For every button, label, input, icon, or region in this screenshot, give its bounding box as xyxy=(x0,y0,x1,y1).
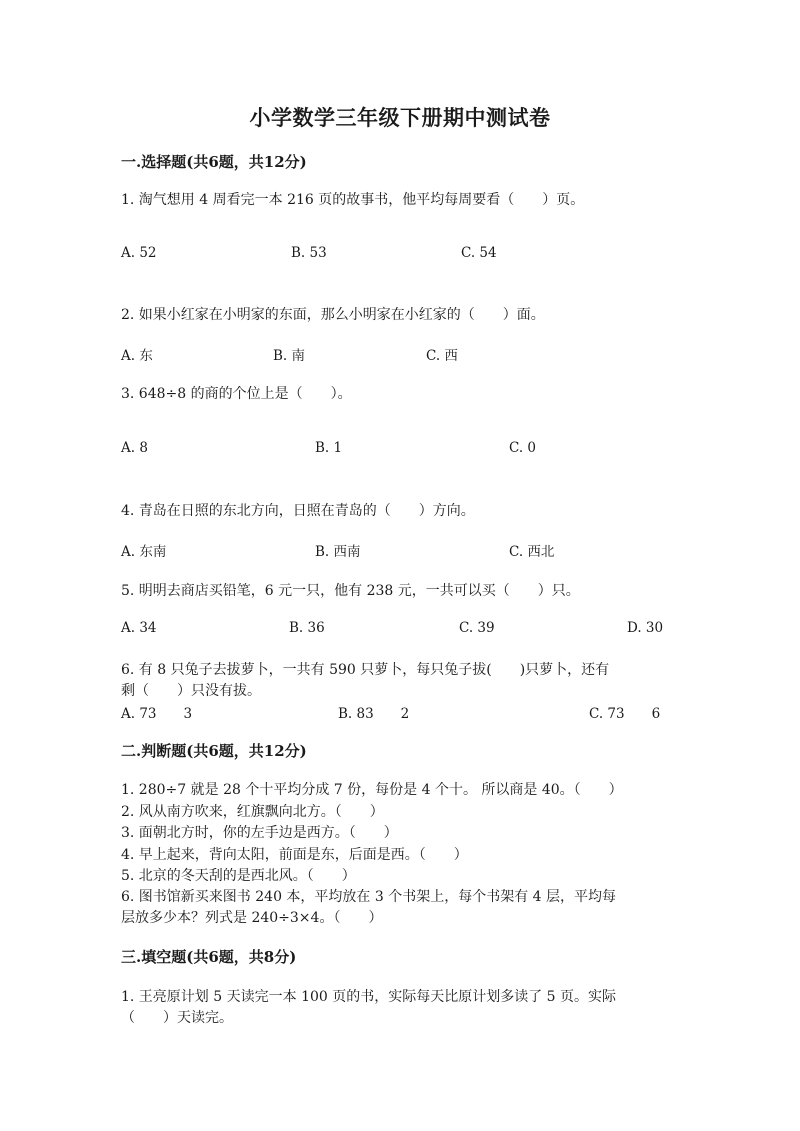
option-6b: B. 83 2 xyxy=(338,706,410,722)
option-5c: C. 39 xyxy=(459,620,495,636)
section-heading-judge: 二.判断题(共6题，共12分) xyxy=(121,742,307,760)
option-2c: C. 西 xyxy=(426,348,458,364)
option-1c: C. 54 xyxy=(461,245,497,261)
option-2b: B. 南 xyxy=(273,348,306,364)
judge-item-6-line2: 层放多少本？列式是 240÷3×4。（ ） xyxy=(121,910,383,926)
judge-item-5: 5. 北京的冬天刮的是西北风。（ ） xyxy=(121,868,356,884)
question-6-line1: 6. 有 8 只兔子去拔萝卜，一共有 590 只萝卜，每只兔子拔( )只萝卜，还有 xyxy=(121,662,610,678)
option-5b: B. 36 xyxy=(289,620,325,636)
option-1b: B. 53 xyxy=(291,245,327,261)
option-4b: B. 西南 xyxy=(315,544,361,560)
judge-item-3: 3. 面朝北方时，你的左手边是西方。（ ） xyxy=(121,825,398,841)
question-3: 3. 648÷8 的商的个位上是（ ）。 xyxy=(121,386,352,402)
judge-item-2: 2. 风从南方吹来，红旗飘向北方。（ ） xyxy=(121,804,384,820)
option-5d: D. 30 xyxy=(627,620,664,636)
question-6-line2: 剩（ ）只没有拔。 xyxy=(121,683,261,699)
option-3c: C. 0 xyxy=(509,440,537,456)
option-3a: A. 8 xyxy=(121,440,148,456)
question-4: 4. 青岛在日照的东北方向，日照在青岛的（ ）方向。 xyxy=(121,503,475,519)
question-1: 1. 淘气想用 4 周看完一本 216 页的故事书，他平均每周要看（ ）页。 xyxy=(121,192,585,208)
question-5: 5. 明明去商店买铅笔，6 元一只，他有 238 元，一共可以买（ ）只。 xyxy=(121,583,580,599)
option-3b: B. 1 xyxy=(315,440,343,456)
option-4a: A. 东南 xyxy=(121,544,167,560)
option-6c: C. 73 6 xyxy=(589,706,661,722)
question-2: 2. 如果小红家在小明家的东面，那么小明家在小红家的（ ）面。 xyxy=(121,307,545,323)
option-2a: A. 东 xyxy=(121,348,153,364)
fill-item-1-line1: 1. 王亮原计划 5 天读完一本 100 页的书，实际每天比原计划多读了 5 页。实际 xyxy=(121,989,617,1005)
judge-item-1: 1. 280÷7 就是 28 个十平均分成 7 份，每份是 4 个十。 所以商是 40。（ ） xyxy=(121,782,623,798)
judge-item-4: 4. 早上起来，背向太阳，前面是东，后面是西。（ ） xyxy=(121,847,468,863)
page-title: 小学数学三年级下册期中测试卷 xyxy=(249,105,551,130)
option-1a: A. 52 xyxy=(121,245,157,261)
fill-item-1-line2: （ ）天读完。 xyxy=(121,1010,233,1026)
section-heading-choice: 一.选择题(共6题，共12分) xyxy=(121,153,307,171)
judge-item-6-line1: 6. 图书馆新买来图书 240 本，平均放在 3 个书架上，每个书架有 4 层，平均每 xyxy=(121,889,617,905)
option-6a: A. 73 3 xyxy=(121,706,193,722)
option-5a: A. 34 xyxy=(121,620,157,636)
section-heading-fill: 三.填空题(共6题，共8分) xyxy=(121,948,297,966)
option-4c: C. 西北 xyxy=(509,544,555,560)
